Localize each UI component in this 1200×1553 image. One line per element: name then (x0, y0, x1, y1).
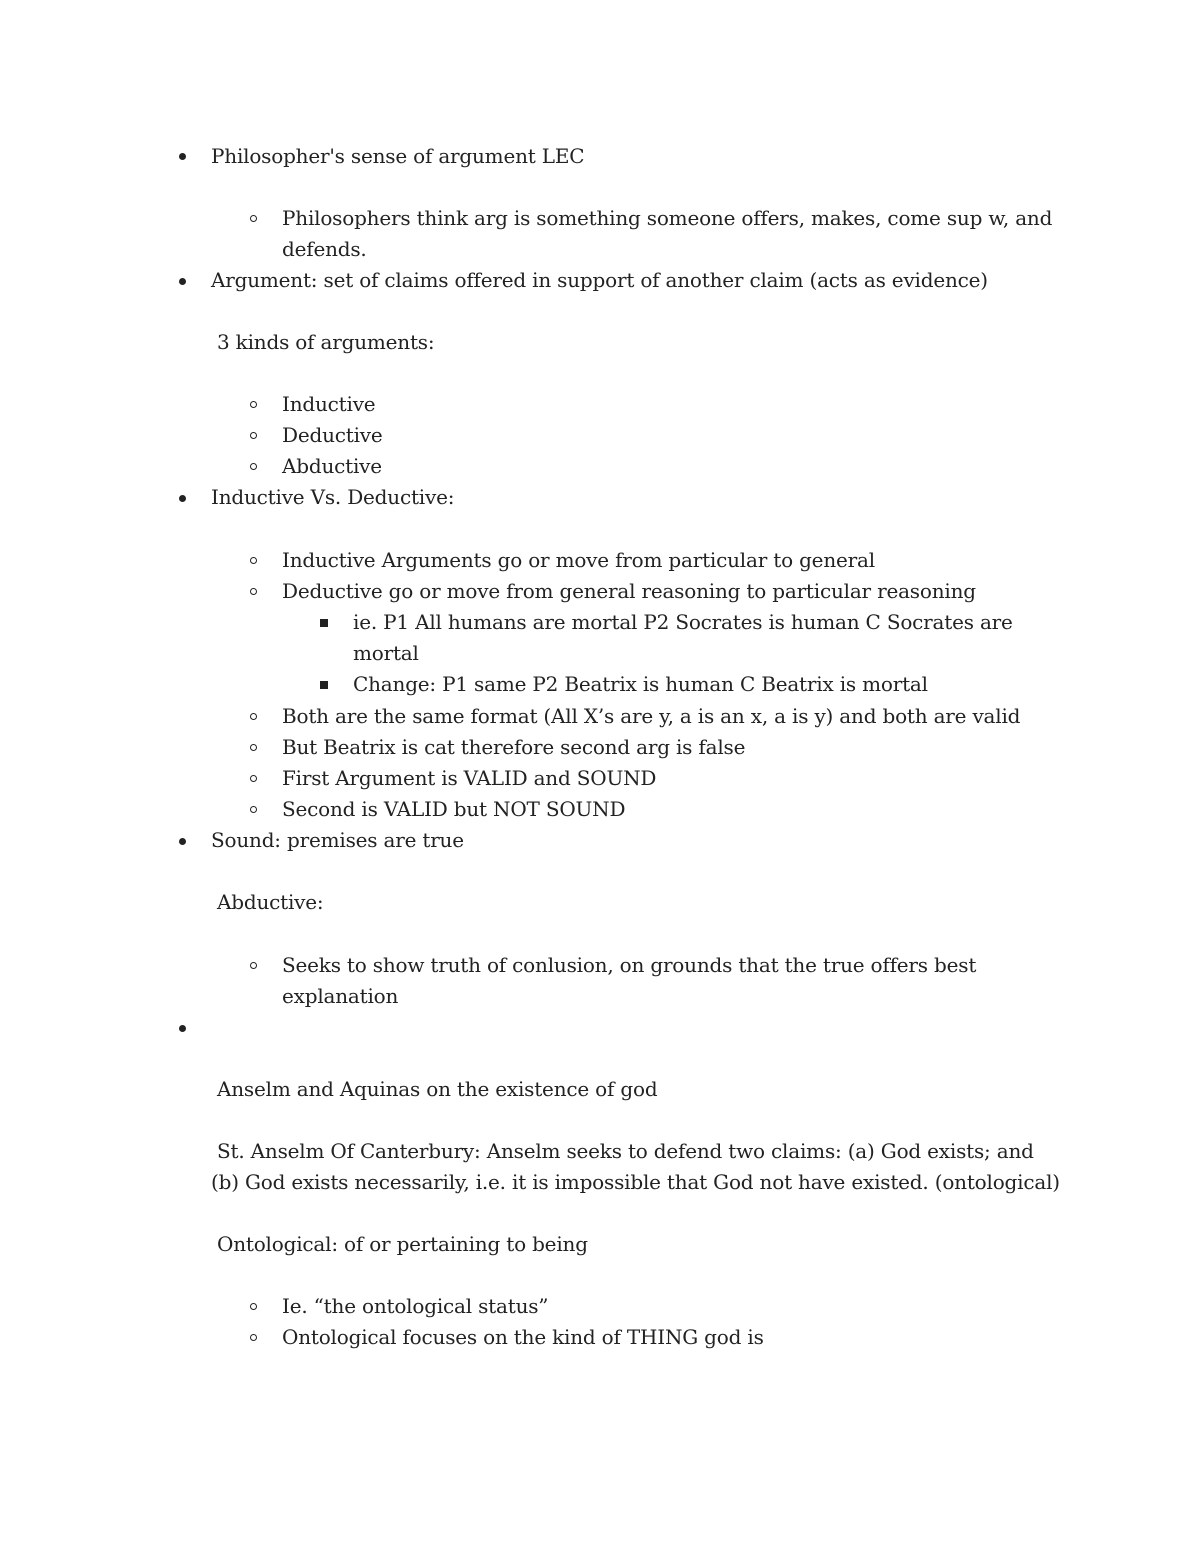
circle-bullet-icon (250, 1303, 257, 1310)
list-item: Deductive (282, 423, 383, 447)
list-item-continuation: defends. (282, 237, 367, 261)
list-item: Deductive go or move from general reasoning to particular reasoning (282, 579, 976, 603)
circle-bullet-icon (250, 1334, 257, 1341)
list-item: Philosophers think arg is something someone offers, makes, come sup w, and (282, 206, 1053, 230)
list-item-continuation: mortal (353, 641, 419, 665)
bullet-icon (179, 1025, 186, 1032)
section-heading: Anselm and Aquinas on the existence of god (217, 1077, 658, 1101)
circle-bullet-icon (250, 463, 257, 470)
list-item: Argument: set of claims offered in support of another claim (acts as evidence) (211, 268, 988, 292)
circle-bullet-icon (250, 215, 257, 222)
bullet-icon (179, 278, 186, 285)
paragraph: 3 kinds of arguments: (217, 330, 435, 354)
list-item: Abductive (282, 454, 382, 478)
paragraph: Abductive: (217, 890, 324, 914)
circle-bullet-icon (250, 962, 257, 969)
circle-bullet-icon (250, 401, 257, 408)
list-item: ie. P1 All humans are mortal P2 Socrates is human C Socrates are (353, 610, 1013, 634)
list-item: Second is VALID but NOT SOUND (282, 797, 626, 821)
list-item-continuation: explanation (282, 984, 399, 1008)
circle-bullet-icon (250, 713, 257, 720)
circle-bullet-icon (250, 744, 257, 751)
list-item: Inductive Vs. Deductive: (211, 485, 455, 509)
list-item: Seeks to show truth of conlusion, on grounds that the true offers best (282, 953, 977, 977)
list-item: But Beatrix is cat therefore second arg is false (282, 735, 746, 759)
paragraph-continuation: (b) God exists necessarily, i.e. it is impossible that God not have existed. (ontological) (211, 1170, 1060, 1194)
list-item: Both are the same format (All X’s are y, a is an x, a is y) and both are valid (282, 704, 1021, 728)
list-item: First Argument is VALID and SOUND (282, 766, 657, 790)
bullet-icon (179, 838, 186, 845)
circle-bullet-icon (250, 775, 257, 782)
list-item: Change: P1 same P2 Beatrix is human C Beatrix is mortal (353, 672, 928, 696)
list-item: Inductive (282, 392, 376, 416)
list-item: Sound: premises are true (211, 828, 464, 852)
list-item: Ontological focuses on the kind of THING god is (282, 1325, 764, 1349)
paragraph: St. Anselm Of Canterbury: Anselm seeks to defend two claims: (a) God exists; and (217, 1139, 1034, 1163)
bullet-icon (179, 495, 186, 502)
bullet-icon (179, 153, 186, 160)
list-item: Ie. “the ontological status” (282, 1294, 549, 1318)
circle-bullet-icon (250, 588, 257, 595)
circle-bullet-icon (250, 806, 257, 813)
square-bullet-icon (320, 619, 328, 627)
list-item: Inductive Arguments go or move from particular to general (282, 548, 875, 572)
paragraph: Ontological: of or pertaining to being (217, 1232, 588, 1256)
circle-bullet-icon (250, 432, 257, 439)
list-item: Philosopher's sense of argument LEC (211, 144, 585, 168)
circle-bullet-icon (250, 557, 257, 564)
square-bullet-icon (320, 681, 328, 689)
